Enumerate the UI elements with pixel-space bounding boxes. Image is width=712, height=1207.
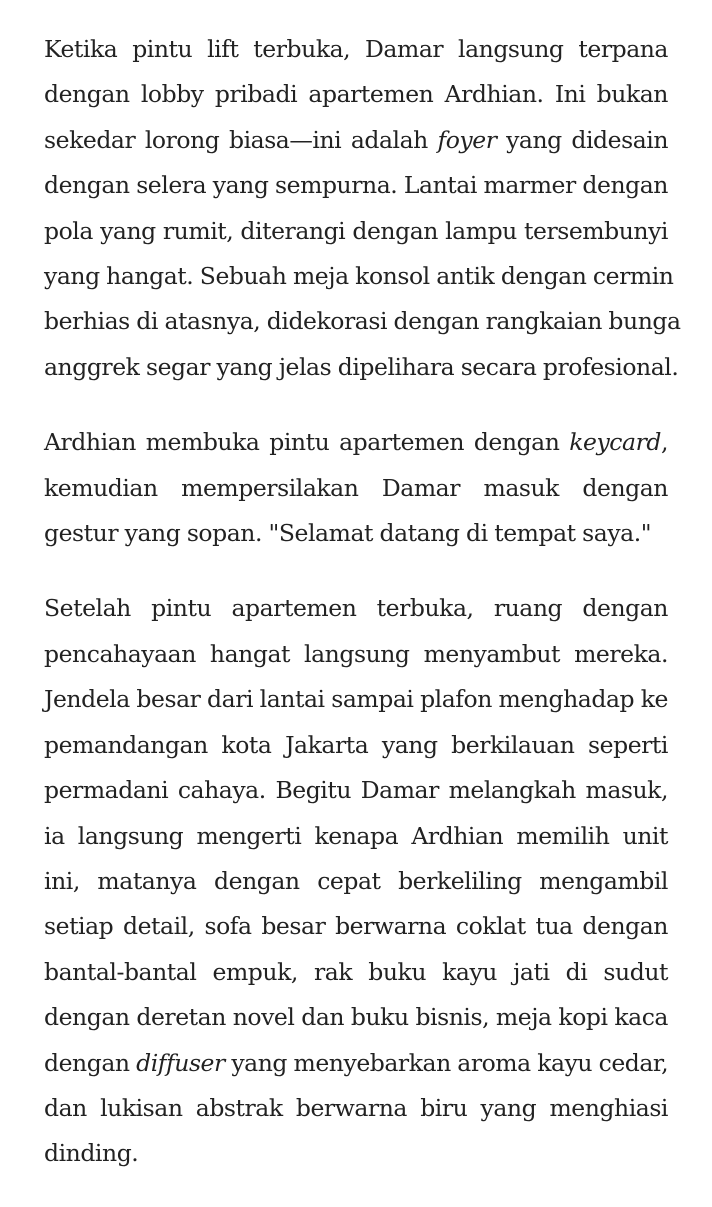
text-segment: dinding. [44, 1139, 139, 1168]
text-segment: bantal-bantal empuk, rak buku kayu jati di sudut [44, 957, 668, 986]
text-segment: dengan deretan novel dan buku bisnis, meja kopi kaca [44, 1003, 668, 1032]
text-line [44, 677, 668, 722]
italic-term: diffuser [136, 1048, 225, 1077]
text-segment: yang didesain [496, 125, 669, 154]
text-segment: ini, matanya dengan cepat berkeliling mengambil [44, 866, 668, 895]
text-line [44, 859, 668, 904]
paragraph [44, 27, 681, 390]
text-segment: berhias di atasnya, didekorasi dengan rangkaian bunga [44, 307, 681, 336]
text-segment: yang hangat. Sebuah meja konsol antik dengan cermin [44, 262, 674, 291]
text-segment: , [660, 428, 668, 457]
text-segment: gestur yang sopan. "Selamat datang di tempat saya." [44, 519, 652, 548]
text-line [44, 420, 668, 465]
paragraph [44, 420, 668, 556]
text-segment: dengan selera yang sempurna. Lantai marmer dengan [44, 171, 668, 200]
text-line [44, 904, 668, 949]
text-line [44, 768, 668, 813]
text-line [44, 466, 668, 511]
text-segment: pemandangan kota Jakarta yang berkilauan seperti [44, 730, 668, 759]
text-segment: kemudian mempersilakan Damar masuk dengan [44, 473, 668, 502]
italic-term: keycard [569, 428, 661, 457]
text-segment: setiap detail, sofa besar berwarna coklat tua dengan [44, 912, 668, 941]
article-body [44, 27, 681, 1207]
text-segment: sekedar lorong biasa—ini adalah [44, 125, 438, 154]
text-segment: Ardhian membuka pintu apartemen dengan [44, 428, 570, 457]
text-line [44, 995, 668, 1040]
text-line [44, 1086, 668, 1131]
text-line [44, 586, 668, 631]
text-segment: dengan [44, 1048, 137, 1077]
text-line [44, 1131, 668, 1176]
text-segment: dengan lobby pribadi apartemen Ardhian. Ini bukan [44, 80, 668, 109]
text-segment: pola yang rumit, diterangi dengan lampu tersembunyi [44, 216, 668, 245]
text-line [44, 163, 668, 208]
paragraph [44, 586, 668, 1176]
text-line [44, 209, 668, 254]
text-segment: ia langsung mengerti kenapa Ardhian memilih unit [44, 821, 668, 850]
text-line [44, 118, 668, 163]
text-line [44, 632, 668, 677]
text-segment: pencahayaan hangat langsung menyambut mereka. [44, 639, 668, 668]
text-line [44, 950, 668, 995]
text-segment: Jendela besar dari lantai sampai plafon menghadap ke [44, 685, 668, 714]
text-line [44, 723, 668, 768]
text-segment: anggrek segar yang jelas dipelihara secara profesional. [44, 352, 679, 381]
text-line [44, 254, 674, 299]
text-line [44, 27, 668, 72]
text-segment: dan lukisan abstrak berwarna biru yang menghiasi [44, 1093, 668, 1122]
italic-term: foyer [437, 125, 497, 154]
text-line [44, 1041, 668, 1086]
text-segment: yang menyebarkan aroma kayu cedar, [224, 1048, 669, 1077]
text-segment: permadani cahaya. Begitu Damar melangkah masuk, [44, 776, 668, 805]
text-line [44, 814, 668, 859]
text-line [44, 299, 681, 344]
text-line [44, 72, 668, 117]
text-line [44, 345, 679, 390]
text-segment: Setelah pintu apartemen terbuka, ruang dengan [44, 594, 668, 623]
text-line [44, 511, 668, 556]
text-segment: Ketika pintu lift terbuka, Damar langsung terpana [44, 35, 668, 63]
